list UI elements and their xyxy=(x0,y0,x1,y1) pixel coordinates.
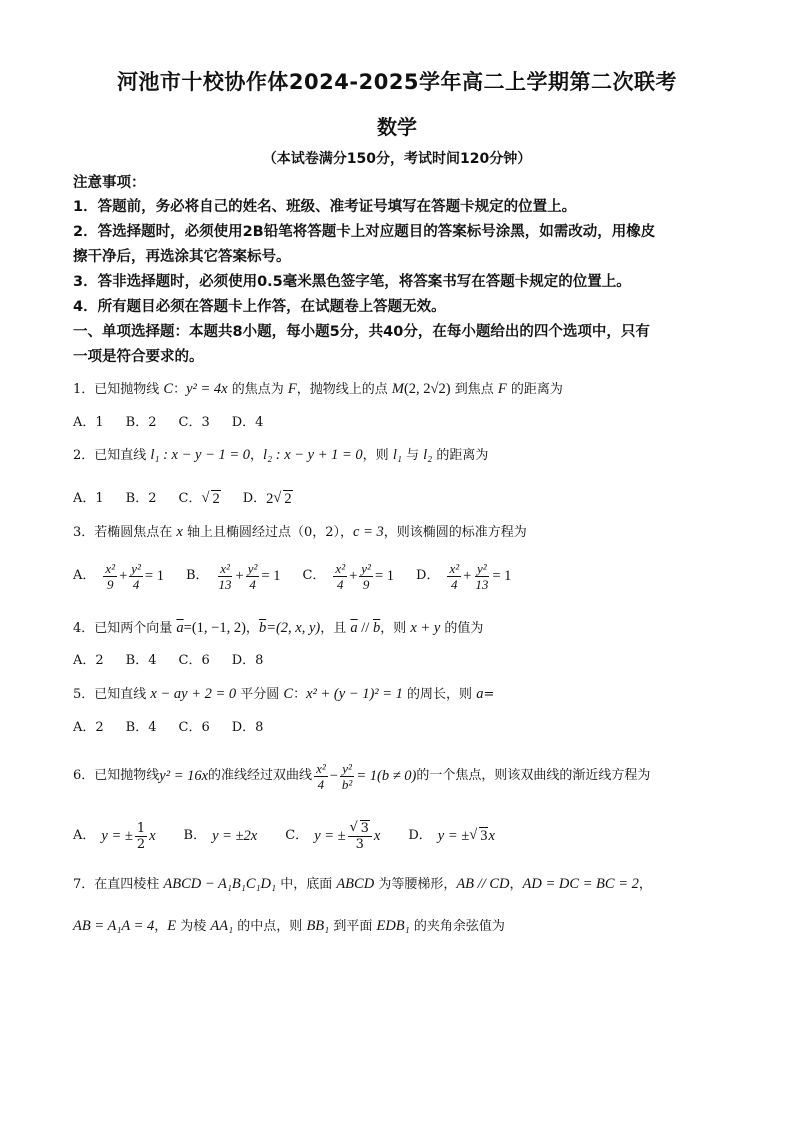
option-d[interactable]: D．8 xyxy=(231,720,264,735)
section-heading: 一、单项选择题：本题共8小题，每小题5分，共40分，在每小题给出的四个选项中，只有 xyxy=(73,324,650,340)
option-d[interactable]: D．8 xyxy=(231,653,264,668)
option-c[interactable]: C．6 xyxy=(178,720,210,735)
option-b[interactable]: B．4 xyxy=(125,720,157,735)
subject-title: 数学 xyxy=(377,115,417,139)
option-a[interactable]: A． y = ± $\frac{1}{2}$ x xyxy=(73,820,156,852)
question-7-cont: AB = A₁A = 4，E 为棱 AA₁ 的中点，则 BB₁ 到平面 EDB₁ 的夹角余弦值为 xyxy=(73,918,505,934)
option-b[interactable]: B．2 xyxy=(125,415,157,430)
question-1-options xyxy=(73,411,754,435)
option-a[interactable]: A．2 xyxy=(73,653,104,668)
question-7: 7．在直四棱柱 ABCD − A₁B₁C₁D₁ 中，底面 ABCD 为等腰梯形，AB // CD，AD = DC = BC = 2， xyxy=(73,876,652,892)
note-item: 3．答非选择题时，必须使用0.5毫米黑色签字笔，将答案书写在答题卡规定的位置上。 xyxy=(73,274,631,290)
question-4: 4．已知两个向量 $\overline{a}=(1$, −1, 2)，$\overline{b}=(2$, x, y)，且 $\overline{a} // \overline{b}$，则 x + y 的值为 xyxy=(73,620,484,636)
note-item: 1．答题前，务必将自己的姓名、班级、准考证号填写在答题卡规定的位置上。 xyxy=(73,199,577,215)
option-a[interactable]: A． $\frac{\text{x²}}{9}$ + $\frac{\text{y²}}{4}$ = 1 xyxy=(73,560,164,592)
question-1: 1．已知抛物线 C：y² = 4x 的焦点为 F，抛物线上的点 M(2, 2√2) 到焦点 F 的距离为 xyxy=(73,381,563,397)
option-b[interactable]: B．2 xyxy=(125,491,157,506)
note-item: 2．答选择题时，必须使用2B铅笔将答题卡上对应题目的答案标号涂黑，如需改动，用橡皮 xyxy=(73,224,656,240)
question-5-options xyxy=(73,716,754,740)
option-b[interactable]: B． $\frac{\text{x²}}{13}$ + $\frac{\text{y²}}{4}$ = 1 xyxy=(185,560,281,592)
question-3: 3．若椭圆焦点在 x 轴上且椭圆经过点（0，2），c = 3，则该椭圆的标准方程为 xyxy=(73,524,527,540)
option-c[interactable]: C．3 xyxy=(178,415,210,430)
option-d[interactable]: D． y = ± √ 3 x xyxy=(408,824,495,848)
option-b[interactable]: B．4 xyxy=(125,653,157,668)
note-item: 擦干净后，再选涂其它答案标号。 xyxy=(73,249,291,265)
option-d[interactable]: D．4 xyxy=(231,415,264,430)
option-c[interactable]: C． y = ± √ $\frac{3}{3}$ x xyxy=(285,821,380,852)
option-b[interactable]: B． y = ±2x xyxy=(183,828,258,844)
option-c[interactable]: C． $\frac{\text{x²}}{4}$ + $\frac{\text{y²}}{9}$ = 1 xyxy=(302,560,395,592)
question-6-options xyxy=(73,816,754,856)
option-a[interactable]: A．1 xyxy=(73,415,104,430)
question-3-options xyxy=(73,556,754,596)
section-heading-cont: 一项是符合要求的。 xyxy=(73,349,204,365)
page-title: 河池市十校协作体2024-2025学年高二上学期第二次联考 xyxy=(116,70,678,94)
option-a[interactable]: A．2 xyxy=(73,720,104,735)
question-2: 2．已知直线 l₁ : x − y − 1 = 0，l₂ : x − y + 1 = 0，则 l₁ 与 l₂ 的距离为 xyxy=(73,447,489,463)
question-2-options xyxy=(73,487,754,511)
option-d[interactable]: D． $\frac{\text{x²}}{4}$ + $\frac{\text{y²}}{13}$ = 1 xyxy=(416,560,512,592)
note-item: 4．所有题目必须在答题卡上作答，在试题卷上答题无效。 xyxy=(73,299,446,315)
question-6: 6．已知抛物线 y² = 16x 的准线经过双曲线 $\frac{\text{x²}}{4}$ − $\frac{\text{y²}}{\text{b²}}$ = 1(b ≠ 0) 的一个焦点，则该双曲线的渐近线方程为 xyxy=(73,760,651,792)
option-d[interactable]: D． 2 √ 2 xyxy=(243,487,293,511)
question-4-options xyxy=(73,649,754,673)
question-5: 5．已知直线 x − ay + 2 = 0 平分圆 C：x² + (y − 1)² = 1 的周长，则 a= xyxy=(73,686,495,702)
option-a[interactable]: A．1 xyxy=(73,491,104,506)
notes-heading: 注意事项： xyxy=(73,175,146,191)
option-c[interactable]: C． √ 2 xyxy=(179,487,221,511)
option-c[interactable]: C．6 xyxy=(178,653,210,668)
score-note: （本试卷满分150分，考试时间120分钟） xyxy=(262,151,532,167)
